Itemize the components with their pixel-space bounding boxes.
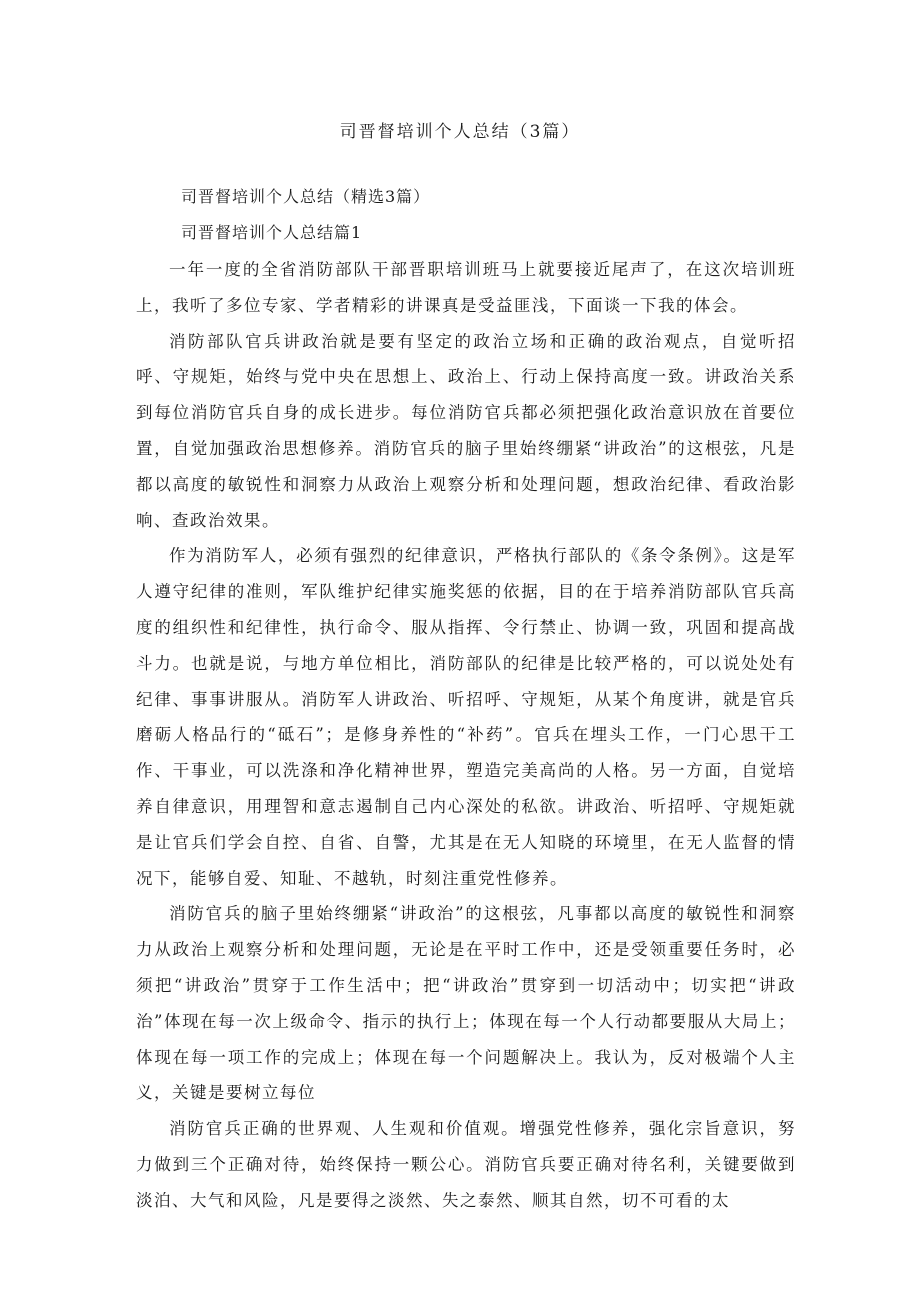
paragraph-3: 作为消防军人，必须有强烈的纪律意识，严格执行部队的《条令条例》。这是军人遵守纪律的准则，军队维护纪律实施奖惩的依据，目的在于培养消防部队官兵高度的组织性和纪律性，执行命令、服从指挥、令行禁止、协调一致，巩固和提高战斗力。也就是说，与地方单位相比，消防部队的纪律是比较严格的，可以说处处有纪律、事事讲服从。消防军人讲政治、听招呼、守规矩，从某个角度讲，就是官兵磨砺人格品行的“砥石”；是修身养性的“补药”。官兵在埋头工作，一门心思干工作、干事业，可以洗涤和净化精神世界，塑造完美高尚的人格。另一方面，自觉培养自律意识，用理智和意志遏制自己内心深处的私欲。讲政治、听招呼、守规矩就是让官兵们学会自控、自省、自警，尤其是在无人知晓的环境里，在无人监督的情况下，能够自爱、知耻、不越轨，时刻注重党性修养。 (136, 546, 796, 888)
document-subtitle: 司晋督培训个人总结（精选3篇） (181, 187, 431, 206)
paragraph-4: 消防官兵的脑子里始终绷紧“讲政治”的这根弦，凡事都以高度的敏锐性和洞察力从政治上观察分析和处理问题，无论是在平时工作中，还是受领重要任务时，必须把“讲政治”贯穿于工作生活中；把“讲政治”贯穿到一切活动中；切实把“讲政治”体现在每一次上级命令、指示的执行上；体现在每一个人行动都要服从大局上；体现在每一项工作的完成上；体现在每一个问题解决上。我认为，反对极端个人主义，关键是要树立每位 (136, 904, 796, 1103)
paragraph-5: 消防官兵正确的世界观、人生观和价值观。增强党性修养，强化宗旨意识，努力做到三个正确对待，始终保持一颗公心。消防官兵要正确对待名利，关键要做到淡泊、大气和风险，凡是要得之淡然、失之泰然、顺其自然，切不可看的太 (136, 1119, 796, 1210)
document-title: 司晋督培训个人总结（3篇） (339, 122, 581, 142)
section-heading: 司晋督培训个人总结篇1 (181, 223, 363, 242)
paragraph-1: 一年一度的全省消防部队干部晋职培训班马上就要接近尾声了，在这次培训班上，我听了多位专家、学者精彩的讲课真是受益匪浅，下面谈一下我的体会。 (136, 260, 796, 315)
document-body (136, 252, 796, 1219)
paragraph-2: 消防部队官兵讲政治就是要有坚定的政治立场和正确的政治观点，自觉听招呼、守规矩，始终与党中央在思想上、政治上、行动上保持高度一致。讲政治关系到每位消防官兵自身的成长进步。每位消防官兵都必须把强化政治意识放在首要位置，自觉加强政治思想修养。消防官兵的脑子里始终绷紧“讲政治”的这根弦，凡是都以高度的敏锐性和洞察力从政治上观察分析和处理问题，想政治纪律、看政治影响、查政治效果。 (136, 331, 796, 530)
